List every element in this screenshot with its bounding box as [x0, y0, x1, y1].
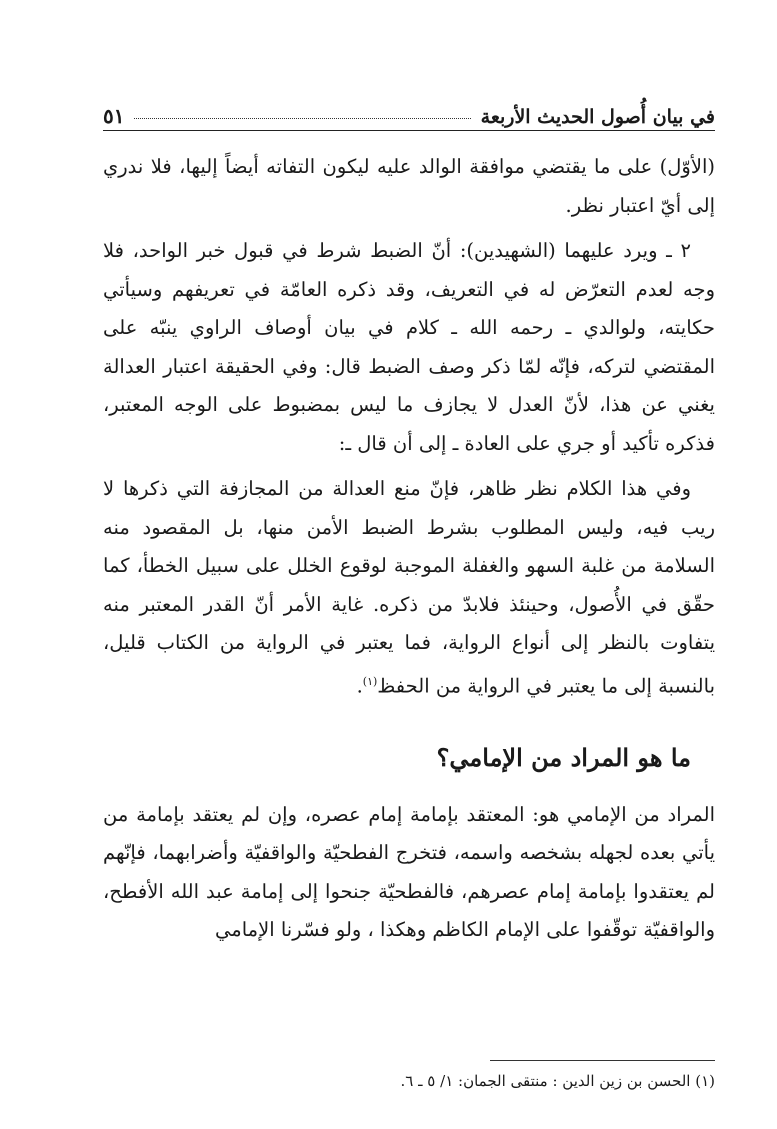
header-rule: [103, 130, 715, 131]
paragraph-3: وفي هذا الكلام نظر ظاهر، فإنّ منع العدالة من المجازفة التي ذكرها لا ريب فيه، وليس المطلوب بشرط الضبط الأمن منها، بل المقصود منه السلامة من غلبة السهو والغفلة الموجبة لوقوع الخلل على سبيل الخطأ، كما حقّق في الأُصول، وحينئذ فلابدّ من ذكره. غاية الأمر أنّ القدر المعتبر منه يتفاوت بالنظر إلى أنواع الرواية، فما يعتبر في الرواية من الكتاب قليل، بالنسبة إلى ما يعتبر في الرواية من الحفظ$^{(١)}$.: [103, 477, 715, 697]
section-heading: ما هو المراد من الإمامي؟: [436, 742, 691, 772]
footnote-reference: (١): [362, 674, 378, 688]
running-title: في بيان أُصول الحديث الأربعة: [480, 106, 715, 128]
footnote: (١) الحسن بن زين الدين : منتقى الجمان: ١/ ٥ ـ ٦.: [400, 1072, 715, 1090]
paragraph-3-text: وفي هذا الكلام نظر ظاهر، فإنّ منع العدالة من المجازفة التي ذكرها لا ريب فيه، وليس المطلوب بشرط الضبط الأمن منها، بل المقصود منه السلامة من غلبة السهو والغفلة الموجبة لوقوع الخلل على سبيل الخطأ، كما حقّق في الأُصول، وحينئذ فلابدّ من ذكره. غاية الأمر أنّ القدر المعتبر منه يتفاوت بالنظر إلى أنواع الرواية، فما يعتبر في الرواية من الكتاب قليل، بالنسبة إلى ما يعتبر في الرواية من الحفظ: [103, 477, 715, 697]
page-number: ٥١: [103, 104, 125, 128]
page-body: [103, 148, 715, 950]
footnote-rule: [490, 1060, 715, 1061]
paragraph-2: ٢ ـ ويرد عليهما (الشهيدين): أنّ الضبط شرط في قبول خبر الواحد، فلا وجه لعدم التعرّض له في التعريف، وقد ذكره العامّة في تعريفهم وسيأتي حكايته، ولوالدي ـ رحمه الله ـ كلام في بيان أوصاف الراوي ينبّه على المقتضي لتركه، فإنّه لمّا ذكر وصف الضبط قال: وفي الحقيقة اعتبار العدالة يغني عن هذا، لأنّ العدل لا يجازف ما ليس بمضبوط على الوجه المعتبر، فذكره تأكيد أو جري على العادة ـ إلى أن قال ـ:: [103, 239, 715, 455]
section-paragraph: المراد من الإمامي هو: المعتقد بإمامة إمام عصره، وإن لم يعتقد بإمامة من يأتي بعده لجهله بشخصه واسمه، فتخرج الفطحيّة والواقفيّة وأضرابهما، فإنّهم لم يعتقدوا بإمامة إمام عصرهم، فالفطحيّة جنحوا إلى إمامة عبد الله الأفطح، والواقفيّة توقّفوا على الإمام الكاظم وهكذا ، ولو فسّرنا الإمامي: [103, 802, 715, 941]
paragraph-1: (الأوّل) على ما يقتضي موافقة الوالد عليه ليكون التفاته أيضاً إليها، فلا ندري إلى أيّ اعتبار نظر.: [103, 155, 715, 217]
running-header: [103, 98, 715, 128]
dotted-leader: [134, 118, 470, 119]
